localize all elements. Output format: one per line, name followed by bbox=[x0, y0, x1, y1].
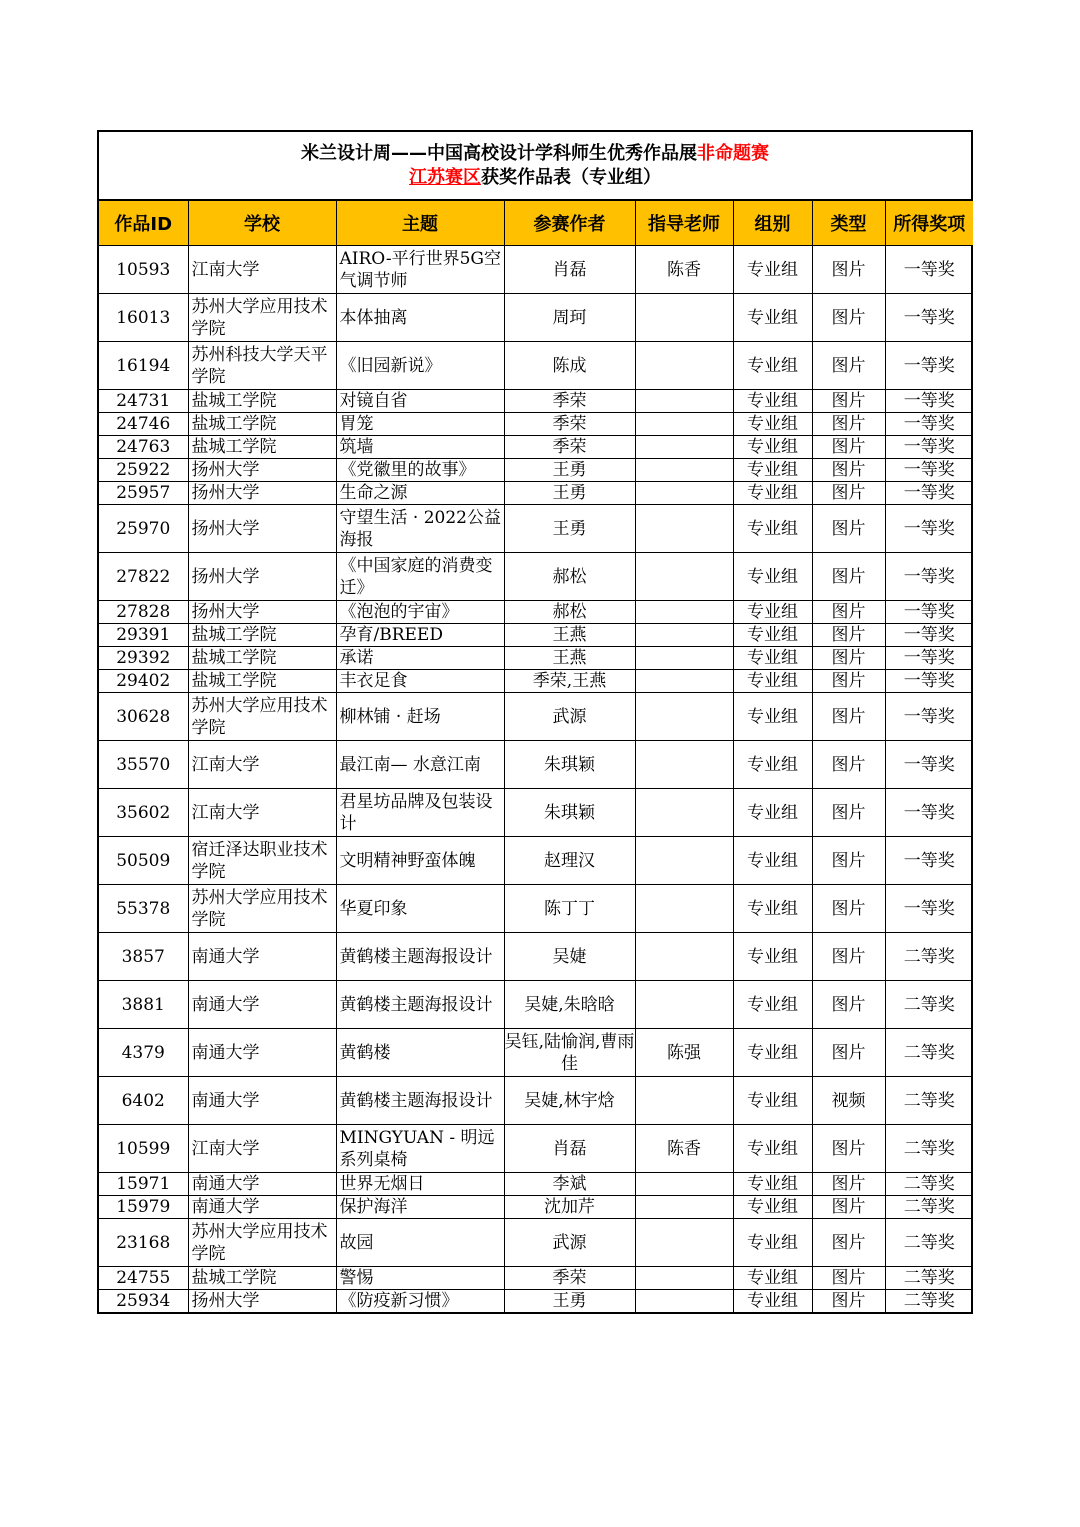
cell-group: 专业组 bbox=[733, 342, 812, 390]
cell-advisor bbox=[635, 294, 733, 342]
cell-theme: 保护海洋 bbox=[336, 1196, 504, 1219]
cell-school: 江南大学 bbox=[188, 789, 336, 837]
title-line-2 bbox=[99, 166, 971, 190]
cell-author: 吴婕,林宇焓 bbox=[504, 1077, 635, 1125]
cell-school: 南通大学 bbox=[188, 1173, 336, 1196]
header-theme: 主题 bbox=[336, 201, 504, 246]
cell-advisor bbox=[635, 1196, 733, 1219]
cell-id: 24731 bbox=[99, 390, 188, 413]
cell-id: 24755 bbox=[99, 1267, 188, 1290]
header-author: 参赛作者 bbox=[504, 201, 635, 246]
cell-group: 专业组 bbox=[733, 1290, 812, 1313]
table-row bbox=[99, 885, 973, 933]
cell-theme: 黄鹤楼主题海报设计 bbox=[336, 933, 504, 981]
cell-theme: 丰衣足食 bbox=[336, 670, 504, 693]
cell-advisor bbox=[635, 647, 733, 670]
table-row bbox=[99, 1219, 973, 1267]
cell-author: 陈成 bbox=[504, 342, 635, 390]
table-row bbox=[99, 1125, 973, 1173]
table-row bbox=[99, 1290, 973, 1313]
cell-advisor bbox=[635, 1077, 733, 1125]
cell-group: 专业组 bbox=[733, 837, 812, 885]
cell-theme: 最江南— 水意江南 bbox=[336, 741, 504, 789]
cell-author: 朱琪颖 bbox=[504, 789, 635, 837]
cell-type: 图片 bbox=[812, 1173, 885, 1196]
cell-id: 27828 bbox=[99, 601, 188, 624]
cell-id: 25970 bbox=[99, 505, 188, 553]
cell-type: 图片 bbox=[812, 505, 885, 553]
cell-award: 一等奖 bbox=[885, 342, 973, 390]
cell-award: 二等奖 bbox=[885, 1077, 973, 1125]
cell-advisor bbox=[635, 482, 733, 505]
cell-school: 扬州大学 bbox=[188, 601, 336, 624]
cell-advisor: 陈强 bbox=[635, 1029, 733, 1077]
table-row bbox=[99, 624, 973, 647]
cell-theme: 《防疫新习惯》 bbox=[336, 1290, 504, 1313]
cell-group: 专业组 bbox=[733, 647, 812, 670]
cell-advisor bbox=[635, 670, 733, 693]
cell-author: 王勇 bbox=[504, 505, 635, 553]
cell-school: 盐城工学院 bbox=[188, 436, 336, 459]
cell-advisor bbox=[635, 413, 733, 436]
cell-group: 专业组 bbox=[733, 789, 812, 837]
cell-id: 15979 bbox=[99, 1196, 188, 1219]
table-row bbox=[99, 981, 973, 1029]
cell-award: 一等奖 bbox=[885, 553, 973, 601]
cell-type: 图片 bbox=[812, 837, 885, 885]
cell-author: 王勇 bbox=[504, 482, 635, 505]
cell-advisor: 陈香 bbox=[635, 1125, 733, 1173]
cell-group: 专业组 bbox=[733, 413, 812, 436]
cell-advisor bbox=[635, 933, 733, 981]
cell-theme: 世界无烟日 bbox=[336, 1173, 504, 1196]
cell-group: 专业组 bbox=[733, 246, 812, 294]
header-group: 组别 bbox=[733, 201, 812, 246]
cell-id: 55378 bbox=[99, 885, 188, 933]
cell-id: 25922 bbox=[99, 459, 188, 482]
cell-group: 专业组 bbox=[733, 885, 812, 933]
cell-type: 图片 bbox=[812, 390, 885, 413]
cell-award: 一等奖 bbox=[885, 294, 973, 342]
cell-author: 王勇 bbox=[504, 459, 635, 482]
cell-id: 4379 bbox=[99, 1029, 188, 1077]
cell-group: 专业组 bbox=[733, 1219, 812, 1267]
cell-school: 扬州大学 bbox=[188, 482, 336, 505]
cell-group: 专业组 bbox=[733, 933, 812, 981]
cell-type: 图片 bbox=[812, 601, 885, 624]
cell-author: 郝松 bbox=[504, 553, 635, 601]
cell-award: 二等奖 bbox=[885, 1219, 973, 1267]
cell-type: 视频 bbox=[812, 1077, 885, 1125]
cell-author: 吴钰,陆愉润,曹雨佳 bbox=[504, 1029, 635, 1077]
cell-school: 南通大学 bbox=[188, 1029, 336, 1077]
cell-advisor bbox=[635, 981, 733, 1029]
cell-id: 27822 bbox=[99, 553, 188, 601]
cell-author: 季荣 bbox=[504, 413, 635, 436]
table-row bbox=[99, 693, 973, 741]
cell-theme: 《旧园新说》 bbox=[336, 342, 504, 390]
table-row bbox=[99, 1029, 973, 1077]
cell-group: 专业组 bbox=[733, 1196, 812, 1219]
cell-author: 王燕 bbox=[504, 624, 635, 647]
cell-award: 一等奖 bbox=[885, 505, 973, 553]
cell-school: 宿迁泽达职业技术学院 bbox=[188, 837, 336, 885]
cell-type: 图片 bbox=[812, 647, 885, 670]
table-row bbox=[99, 342, 973, 390]
cell-advisor bbox=[635, 1173, 733, 1196]
cell-award: 二等奖 bbox=[885, 1029, 973, 1077]
cell-type: 图片 bbox=[812, 1196, 885, 1219]
cell-author: 吴婕 bbox=[504, 933, 635, 981]
cell-advisor bbox=[635, 436, 733, 459]
cell-advisor: 陈香 bbox=[635, 246, 733, 294]
cell-theme: 警惕 bbox=[336, 1267, 504, 1290]
cell-award: 一等奖 bbox=[885, 246, 973, 294]
cell-type: 图片 bbox=[812, 624, 885, 647]
cell-theme: 对镜自省 bbox=[336, 390, 504, 413]
cell-id: 25934 bbox=[99, 1290, 188, 1313]
cell-author: 季荣,王燕 bbox=[504, 670, 635, 693]
cell-author: 肖磊 bbox=[504, 1125, 635, 1173]
cell-author: 朱琪颖 bbox=[504, 741, 635, 789]
cell-type: 图片 bbox=[812, 436, 885, 459]
cell-id: 24763 bbox=[99, 436, 188, 459]
cell-school: 苏州科技大学天平学院 bbox=[188, 342, 336, 390]
title-region-text: 江苏赛区 bbox=[409, 167, 481, 188]
cell-type: 图片 bbox=[812, 553, 885, 601]
cell-award: 一等奖 bbox=[885, 390, 973, 413]
cell-type: 图片 bbox=[812, 459, 885, 482]
cell-theme: 黄鹤楼 bbox=[336, 1029, 504, 1077]
cell-author: 武源 bbox=[504, 693, 635, 741]
table-row bbox=[99, 505, 973, 553]
cell-school: 扬州大学 bbox=[188, 459, 336, 482]
cell-type: 图片 bbox=[812, 294, 885, 342]
cell-group: 专业组 bbox=[733, 1267, 812, 1290]
cell-group: 专业组 bbox=[733, 294, 812, 342]
cell-group: 专业组 bbox=[733, 1077, 812, 1125]
cell-award: 一等奖 bbox=[885, 693, 973, 741]
cell-award: 一等奖 bbox=[885, 647, 973, 670]
cell-award: 一等奖 bbox=[885, 624, 973, 647]
table-row bbox=[99, 482, 973, 505]
cell-type: 图片 bbox=[812, 482, 885, 505]
cell-award: 二等奖 bbox=[885, 1290, 973, 1313]
cell-theme: 故园 bbox=[336, 1219, 504, 1267]
cell-group: 专业组 bbox=[733, 1173, 812, 1196]
cell-author: 季荣 bbox=[504, 1267, 635, 1290]
table-body bbox=[99, 246, 973, 1313]
table-row bbox=[99, 1173, 973, 1196]
cell-advisor bbox=[635, 601, 733, 624]
cell-id: 23168 bbox=[99, 1219, 188, 1267]
cell-id: 29392 bbox=[99, 647, 188, 670]
cell-award: 一等奖 bbox=[885, 413, 973, 436]
cell-theme: AIRO-平行世界5G空气调节师 bbox=[336, 246, 504, 294]
cell-theme: 华夏印象 bbox=[336, 885, 504, 933]
table-row bbox=[99, 294, 973, 342]
cell-group: 专业组 bbox=[733, 482, 812, 505]
cell-school: 苏州大学应用技术学院 bbox=[188, 693, 336, 741]
cell-school: 江南大学 bbox=[188, 246, 336, 294]
header-type: 类型 bbox=[812, 201, 885, 246]
cell-author: 王勇 bbox=[504, 1290, 635, 1313]
cell-type: 图片 bbox=[812, 981, 885, 1029]
table-row bbox=[99, 1267, 973, 1290]
header-advisor: 指导老师 bbox=[635, 201, 733, 246]
cell-type: 图片 bbox=[812, 413, 885, 436]
award-table bbox=[99, 200, 973, 1312]
table-header-row bbox=[99, 201, 973, 246]
cell-school: 盐城工学院 bbox=[188, 670, 336, 693]
cell-advisor bbox=[635, 693, 733, 741]
cell-advisor bbox=[635, 789, 733, 837]
cell-theme: 生命之源 bbox=[336, 482, 504, 505]
cell-id: 25957 bbox=[99, 482, 188, 505]
title-line-1 bbox=[99, 142, 971, 166]
cell-advisor bbox=[635, 741, 733, 789]
cell-id: 3881 bbox=[99, 981, 188, 1029]
cell-group: 专业组 bbox=[733, 741, 812, 789]
table-row bbox=[99, 553, 973, 601]
cell-group: 专业组 bbox=[733, 459, 812, 482]
cell-id: 10599 bbox=[99, 1125, 188, 1173]
cell-group: 专业组 bbox=[733, 505, 812, 553]
cell-theme: 黄鹤楼主题海报设计 bbox=[336, 1077, 504, 1125]
cell-type: 图片 bbox=[812, 1290, 885, 1313]
cell-type: 图片 bbox=[812, 693, 885, 741]
award-table-sheet bbox=[97, 130, 973, 1314]
cell-advisor bbox=[635, 342, 733, 390]
table-row bbox=[99, 741, 973, 789]
header-award: 所得奖项 bbox=[885, 201, 973, 246]
cell-school: 盐城工学院 bbox=[188, 624, 336, 647]
cell-advisor bbox=[635, 1290, 733, 1313]
cell-award: 一等奖 bbox=[885, 741, 973, 789]
cell-group: 专业组 bbox=[733, 624, 812, 647]
cell-group: 专业组 bbox=[733, 553, 812, 601]
cell-id: 16013 bbox=[99, 294, 188, 342]
cell-advisor bbox=[635, 837, 733, 885]
cell-type: 图片 bbox=[812, 789, 885, 837]
cell-theme: 胃笼 bbox=[336, 413, 504, 436]
cell-id: 10593 bbox=[99, 246, 188, 294]
cell-author: 赵理汉 bbox=[504, 837, 635, 885]
cell-group: 专业组 bbox=[733, 981, 812, 1029]
cell-theme: 《泡泡的宇宙》 bbox=[336, 601, 504, 624]
cell-id: 29402 bbox=[99, 670, 188, 693]
cell-theme: 柳林铺 · 赶场 bbox=[336, 693, 504, 741]
cell-type: 图片 bbox=[812, 933, 885, 981]
cell-advisor bbox=[635, 459, 733, 482]
table-row bbox=[99, 670, 973, 693]
table-row bbox=[99, 647, 973, 670]
cell-author: 周珂 bbox=[504, 294, 635, 342]
table-row bbox=[99, 413, 973, 436]
cell-theme: 君星坊品牌及包装设计 bbox=[336, 789, 504, 837]
cell-award: 二等奖 bbox=[885, 1125, 973, 1173]
title-category-text: 非命题赛 bbox=[697, 143, 769, 164]
cell-type: 图片 bbox=[812, 1125, 885, 1173]
table-row bbox=[99, 789, 973, 837]
cell-advisor bbox=[635, 624, 733, 647]
cell-author: 李斌 bbox=[504, 1173, 635, 1196]
cell-award: 一等奖 bbox=[885, 670, 973, 693]
table-row bbox=[99, 601, 973, 624]
table-row bbox=[99, 837, 973, 885]
cell-award: 二等奖 bbox=[885, 1173, 973, 1196]
cell-id: 3857 bbox=[99, 933, 188, 981]
table-row bbox=[99, 1196, 973, 1219]
cell-theme: 黄鹤楼主题海报设计 bbox=[336, 981, 504, 1029]
cell-advisor bbox=[635, 390, 733, 413]
cell-award: 一等奖 bbox=[885, 885, 973, 933]
cell-advisor bbox=[635, 553, 733, 601]
cell-theme: MINGYUAN - 明远系列桌椅 bbox=[336, 1125, 504, 1173]
cell-id: 35570 bbox=[99, 741, 188, 789]
cell-author: 陈丁丁 bbox=[504, 885, 635, 933]
cell-school: 盐城工学院 bbox=[188, 1267, 336, 1290]
cell-school: 扬州大学 bbox=[188, 505, 336, 553]
cell-theme: 孕育/BREED bbox=[336, 624, 504, 647]
cell-school: 苏州大学应用技术学院 bbox=[188, 294, 336, 342]
cell-group: 专业组 bbox=[733, 390, 812, 413]
cell-school: 盐城工学院 bbox=[188, 647, 336, 670]
cell-type: 图片 bbox=[812, 670, 885, 693]
table-title bbox=[99, 132, 971, 200]
cell-school: 扬州大学 bbox=[188, 1290, 336, 1313]
cell-theme: 承诺 bbox=[336, 647, 504, 670]
cell-award: 一等奖 bbox=[885, 789, 973, 837]
cell-school: 南通大学 bbox=[188, 1077, 336, 1125]
table-row bbox=[99, 1077, 973, 1125]
cell-advisor bbox=[635, 1267, 733, 1290]
title-main-text: 米兰设计周——中国高校设计学科师生优秀作品展 bbox=[301, 143, 697, 164]
cell-award: 二等奖 bbox=[885, 1196, 973, 1219]
cell-school: 南通大学 bbox=[188, 1196, 336, 1219]
cell-author: 武源 bbox=[504, 1219, 635, 1267]
cell-id: 6402 bbox=[99, 1077, 188, 1125]
cell-school: 苏州大学应用技术学院 bbox=[188, 1219, 336, 1267]
cell-id: 35602 bbox=[99, 789, 188, 837]
cell-award: 一等奖 bbox=[885, 601, 973, 624]
cell-school: 江南大学 bbox=[188, 741, 336, 789]
cell-award: 一等奖 bbox=[885, 837, 973, 885]
cell-theme: 守望生活 · 2022公益海报 bbox=[336, 505, 504, 553]
cell-school: 江南大学 bbox=[188, 1125, 336, 1173]
cell-theme: 文明精神野蛮体魄 bbox=[336, 837, 504, 885]
cell-group: 专业组 bbox=[733, 436, 812, 459]
cell-id: 30628 bbox=[99, 693, 188, 741]
cell-group: 专业组 bbox=[733, 601, 812, 624]
header-school: 学校 bbox=[188, 201, 336, 246]
cell-type: 图片 bbox=[812, 885, 885, 933]
cell-school: 扬州大学 bbox=[188, 553, 336, 601]
cell-award: 一等奖 bbox=[885, 436, 973, 459]
table-row bbox=[99, 459, 973, 482]
cell-author: 吴婕,朱晗晗 bbox=[504, 981, 635, 1029]
cell-award: 一等奖 bbox=[885, 459, 973, 482]
cell-school: 南通大学 bbox=[188, 981, 336, 1029]
cell-id: 29391 bbox=[99, 624, 188, 647]
cell-group: 专业组 bbox=[733, 1125, 812, 1173]
cell-type: 图片 bbox=[812, 246, 885, 294]
header-id: 作品ID bbox=[99, 201, 188, 246]
cell-group: 专业组 bbox=[733, 670, 812, 693]
cell-school: 苏州大学应用技术学院 bbox=[188, 885, 336, 933]
cell-award: 二等奖 bbox=[885, 933, 973, 981]
table-row bbox=[99, 390, 973, 413]
cell-theme: 筑墙 bbox=[336, 436, 504, 459]
cell-author: 郝松 bbox=[504, 601, 635, 624]
cell-type: 图片 bbox=[812, 1219, 885, 1267]
cell-award: 一等奖 bbox=[885, 482, 973, 505]
cell-author: 沈加芹 bbox=[504, 1196, 635, 1219]
cell-school: 盐城工学院 bbox=[188, 413, 336, 436]
cell-id: 15971 bbox=[99, 1173, 188, 1196]
cell-author: 肖磊 bbox=[504, 246, 635, 294]
cell-type: 图片 bbox=[812, 1029, 885, 1077]
cell-theme: 《党徽里的故事》 bbox=[336, 459, 504, 482]
cell-id: 24746 bbox=[99, 413, 188, 436]
cell-school: 盐城工学院 bbox=[188, 390, 336, 413]
cell-author: 王燕 bbox=[504, 647, 635, 670]
cell-type: 图片 bbox=[812, 741, 885, 789]
cell-group: 专业组 bbox=[733, 1029, 812, 1077]
cell-type: 图片 bbox=[812, 342, 885, 390]
cell-id: 50509 bbox=[99, 837, 188, 885]
cell-advisor bbox=[635, 1219, 733, 1267]
cell-theme: 本体抽离 bbox=[336, 294, 504, 342]
title-subtitle-text: 获奖作品表（专业组） bbox=[481, 167, 661, 188]
cell-school: 南通大学 bbox=[188, 933, 336, 981]
cell-group: 专业组 bbox=[733, 693, 812, 741]
cell-author: 季荣 bbox=[504, 436, 635, 459]
table-row bbox=[99, 246, 973, 294]
cell-award: 二等奖 bbox=[885, 981, 973, 1029]
table-row bbox=[99, 436, 973, 459]
table-row bbox=[99, 933, 973, 981]
cell-award: 二等奖 bbox=[885, 1267, 973, 1290]
cell-advisor bbox=[635, 505, 733, 553]
cell-theme: 《中国家庭的消费变迁》 bbox=[336, 553, 504, 601]
cell-advisor bbox=[635, 885, 733, 933]
cell-type: 图片 bbox=[812, 1267, 885, 1290]
cell-id: 16194 bbox=[99, 342, 188, 390]
cell-author: 季荣 bbox=[504, 390, 635, 413]
